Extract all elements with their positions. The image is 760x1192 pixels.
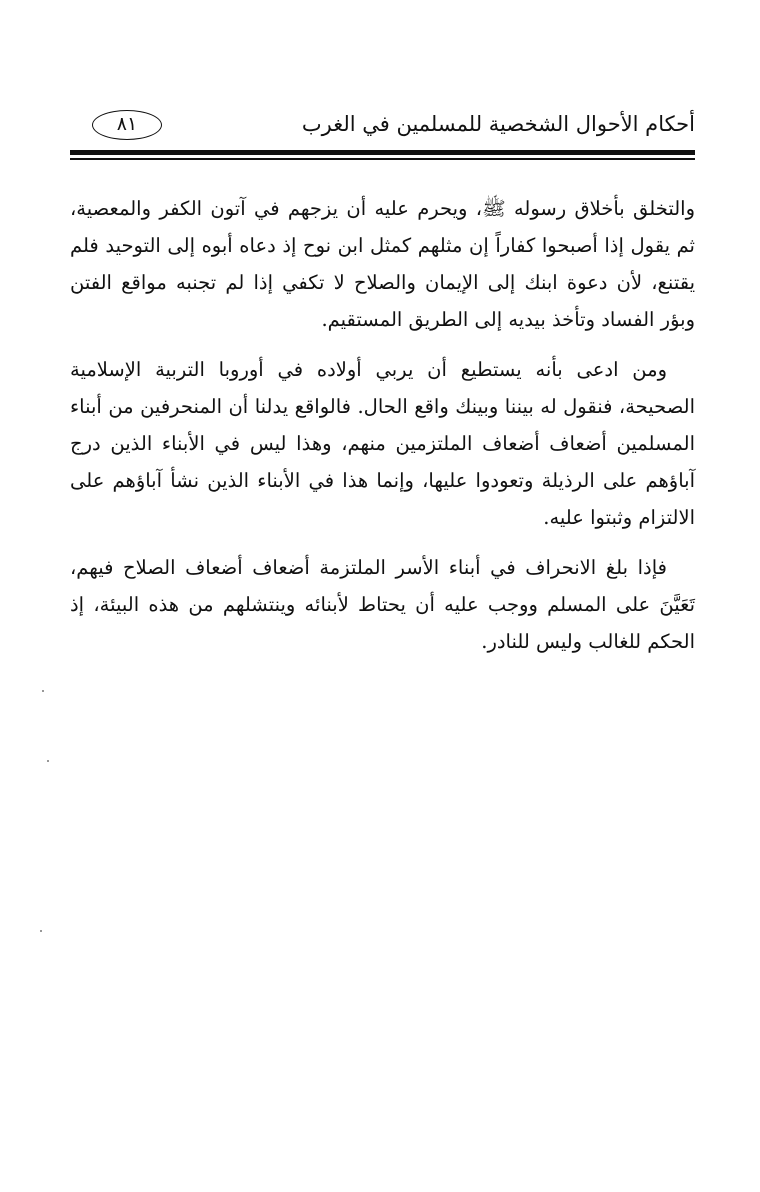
scan-speck: [47, 760, 49, 762]
running-title: أحكام الأحوال الشخصية للمسلمين في الغرب: [301, 112, 695, 136]
header-rule-thick: [70, 150, 695, 155]
header-rule-thin: [70, 158, 695, 160]
body-text: [70, 190, 695, 673]
paragraph: ومن ادعى بأنه يستطيع أن يربي أولاده في أوروبا التربية الإسلامية الصحيحة، فنقول له بيننا وبينك واقع الحال. فالواقع يدلنا أن المنحرفين من أبناء المسلمين أضعاف أضعاف الملتزمين منهم، وهذا ليس في الأبناء الذين درج آباؤهم على الرذيلة وتعودوا عليها، وإنما هذا في الأبناء الذين نشأ آباؤهم على الالتزام وثبتوا عليه.: [70, 358, 695, 529]
page-number: ٨١: [92, 110, 162, 140]
scan-speck: [42, 690, 44, 692]
paragraph: فإذا بلغ الانحراف في أبناء الأسر الملتزمة أضعاف أضعاف الصلاح فيهم، تَعَيَّنَ على المسلم ووجب عليه أن يحتاط لأبنائه وينتشلهم من هذه البيئة، إذ الحكم للغالب وليس للنادر.: [70, 556, 695, 653]
paragraph: والتخلق بأخلاق رسوله ﷺ، ويحرم عليه أن يزجهم في آتون الكفر والمعصية، ثم يقول إذا أصبحوا كفاراً إن مثلهم كمثل ابن نوح إذ دعاه أبوه إلى التوحيد فلم يقتنع، لأن دعوة ابنك إلى الإيمان والصلاح لا تكفي إذا لم تجنبه مواقع الفتن وبؤر الفساد وتأخذ بيديه إلى الطريق المستقيم.: [70, 197, 695, 331]
scan-speck: [40, 930, 42, 932]
page-header: [70, 104, 695, 150]
